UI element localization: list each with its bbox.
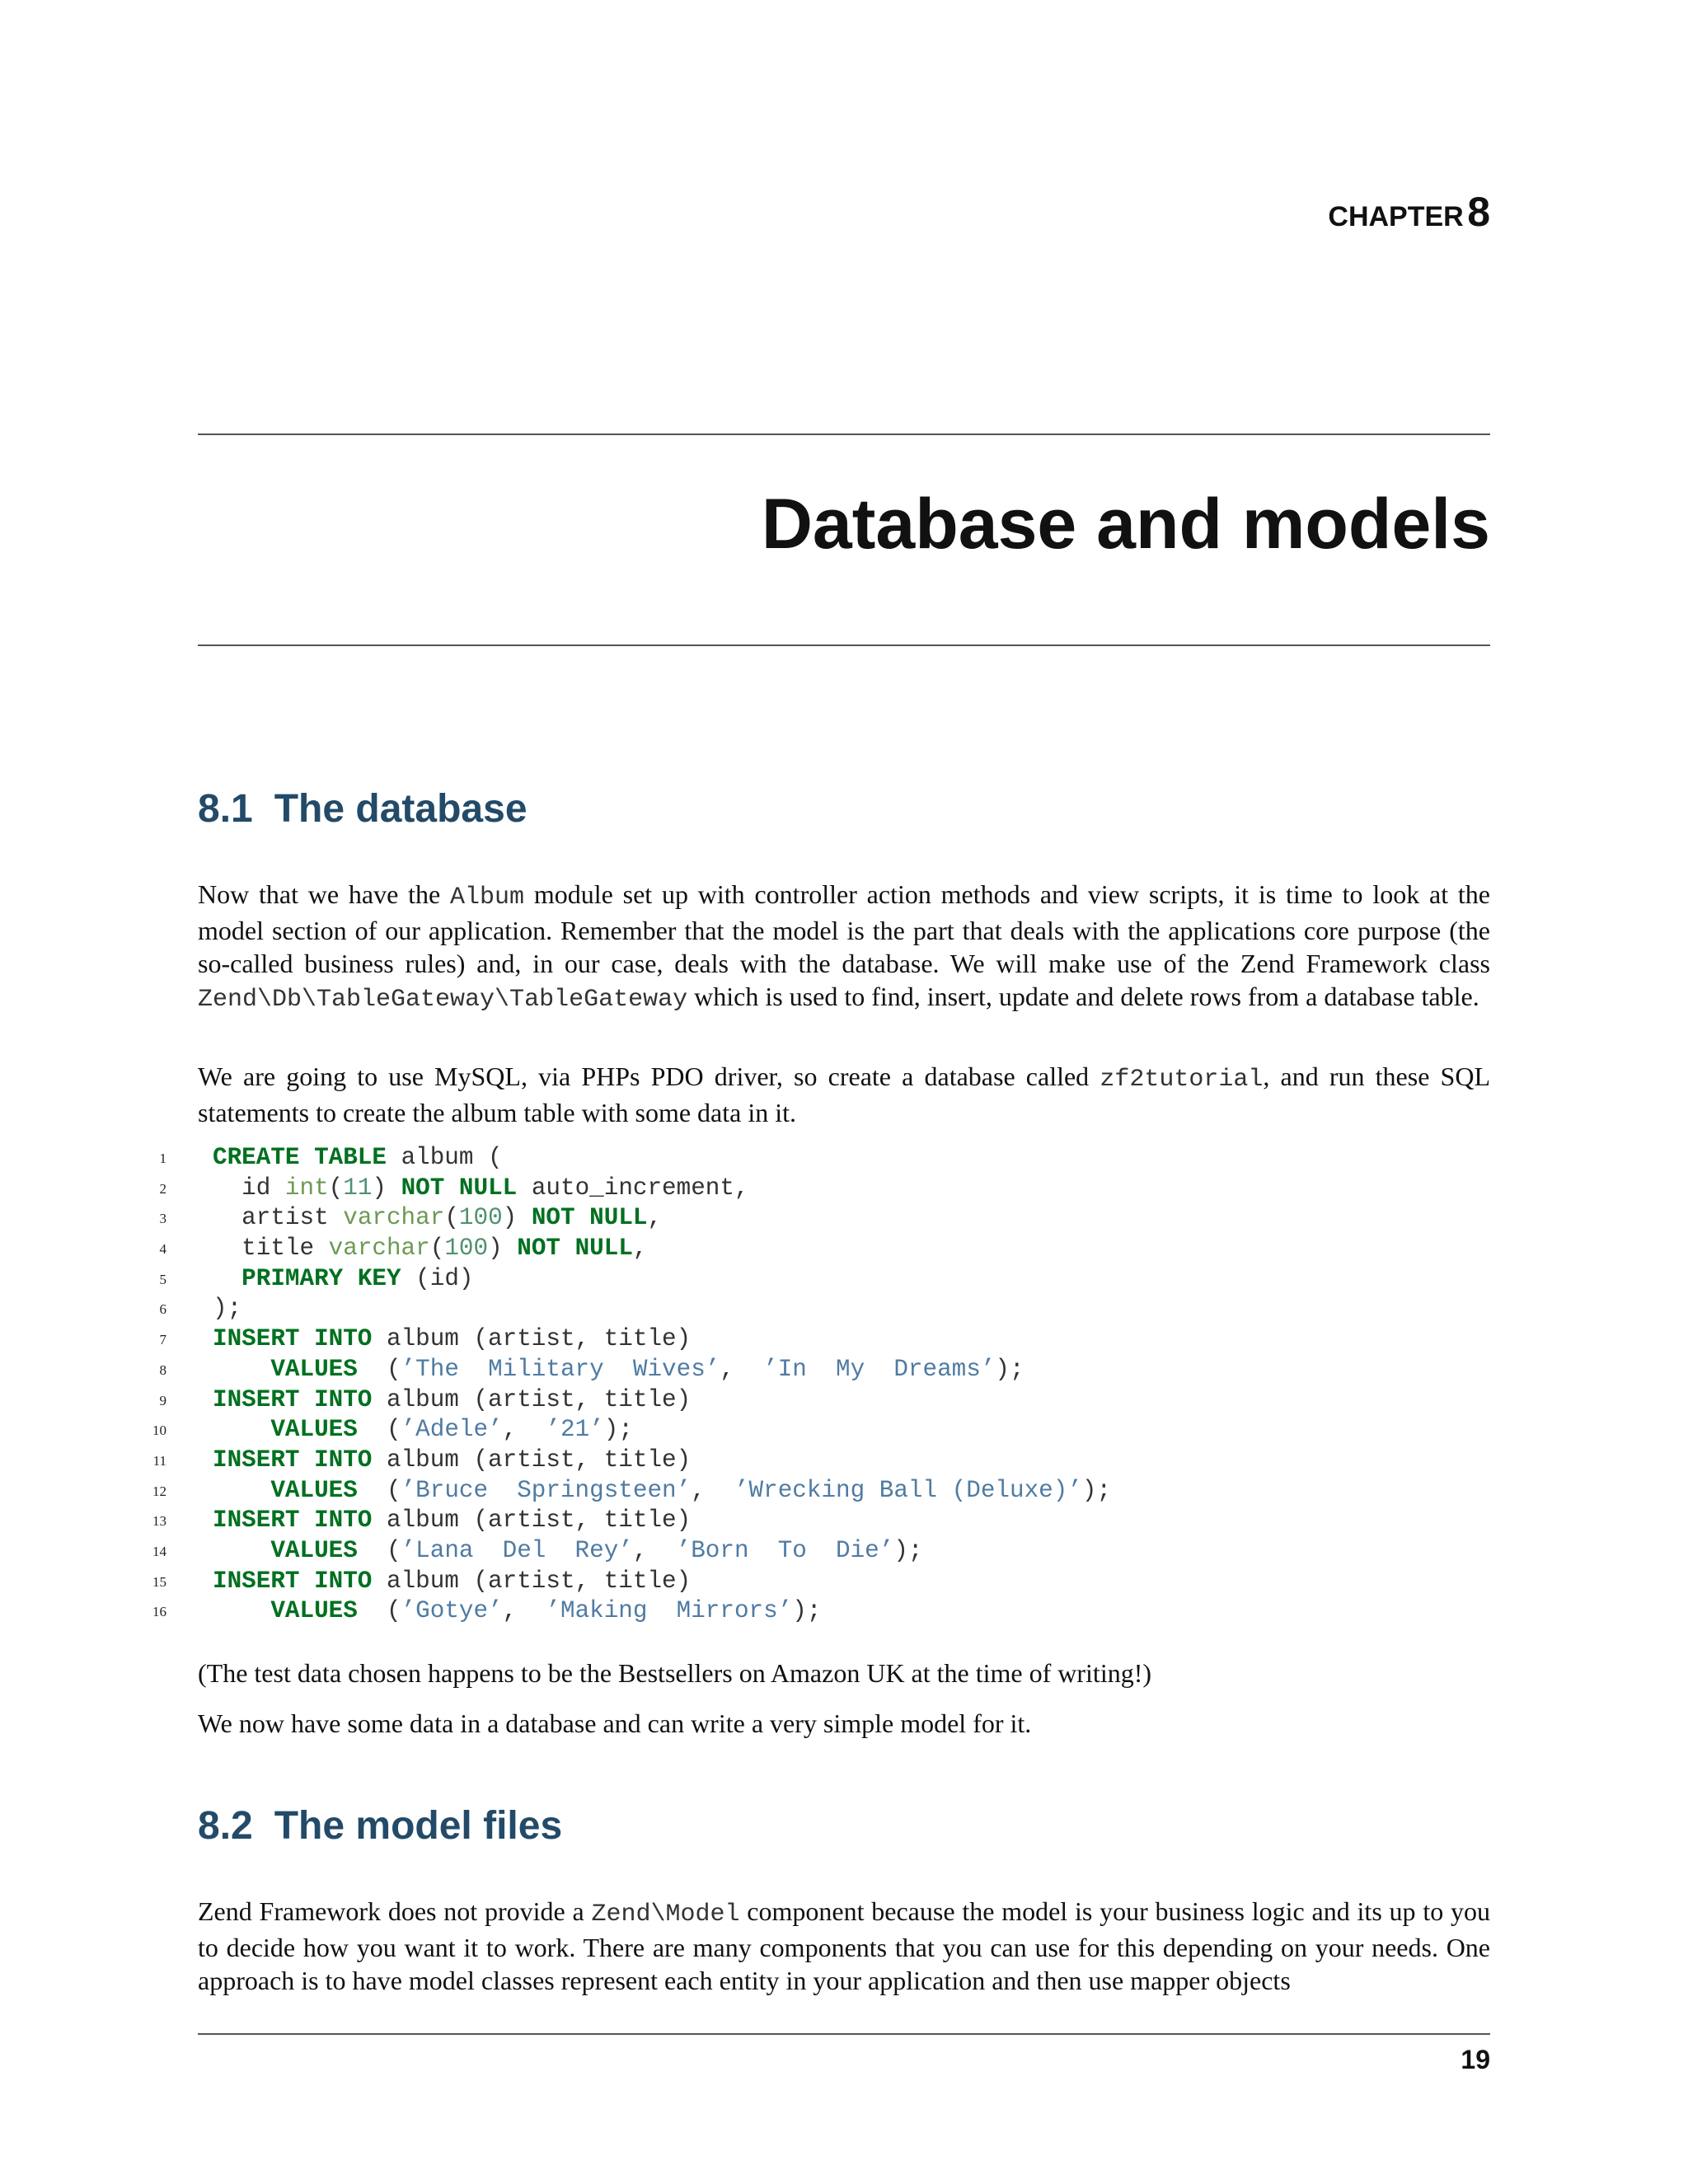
code-token: [213, 1597, 270, 1624]
code-line: [115, 1536, 1517, 1567]
code-line: [115, 1324, 1517, 1355]
code-text: [213, 1234, 648, 1264]
code-token: ): [502, 1204, 532, 1232]
code-line: [115, 1203, 1517, 1234]
line-number: 7: [159, 1332, 166, 1348]
text-run: We are going to use MySQL, via PHPs PDO driver, so create a database called: [198, 1062, 1100, 1091]
code-line: [115, 1596, 1517, 1627]
code-token: 100: [458, 1204, 503, 1232]
code-text: [213, 1536, 923, 1567]
code-token: (: [357, 1597, 401, 1625]
code-line: [115, 1174, 1517, 1204]
code-text: [213, 1385, 691, 1416]
text-run: Zend Framework does not provide a: [198, 1896, 592, 1926]
code-token: VALUES: [270, 1416, 358, 1444]
code-token: CREATE TABLE: [213, 1144, 387, 1171]
page-number: 19: [1461, 2045, 1490, 2074]
code-token: album (artist, title): [372, 1567, 692, 1595]
code-line: [115, 1264, 1517, 1295]
code-token: int: [284, 1174, 329, 1202]
code-token: auto_increment,: [517, 1174, 749, 1202]
code-token: ,: [632, 1235, 648, 1263]
code-line: [115, 1294, 1517, 1324]
code-line: [115, 1476, 1517, 1507]
line-number: 4: [159, 1241, 166, 1258]
code-token: ,: [647, 1204, 663, 1232]
line-number: 2: [159, 1180, 166, 1197]
code-token: ): [488, 1235, 518, 1263]
code-token: album (artist, title): [372, 1385, 692, 1413]
paragraph-mysql: [198, 1060, 1490, 1129]
section-heading-database: [198, 785, 528, 834]
inline-code-dbname: zf2tutorial: [1100, 1066, 1264, 1094]
code-text: [213, 1174, 749, 1204]
section-number: 8.2: [198, 1804, 253, 1848]
sql-code-block: [115, 1143, 1517, 1627]
code-token: (: [357, 1416, 401, 1444]
code-text: [213, 1415, 633, 1446]
code-token: INSERT INTO: [213, 1567, 373, 1595]
code-line: [115, 1446, 1517, 1476]
chapter-title: Database and models: [761, 485, 1490, 564]
line-number: 10: [152, 1422, 166, 1439]
code-token: );: [995, 1355, 1025, 1383]
code-text: [213, 1143, 503, 1174]
code-token: ,: [632, 1536, 677, 1564]
code-token: title: [213, 1235, 329, 1263]
code-token: INSERT INTO: [213, 1446, 373, 1474]
code-line: [115, 1143, 1517, 1174]
code-token: (: [357, 1355, 401, 1383]
code-token: ’Adele’: [401, 1416, 503, 1444]
code-token: ’Bruce Springsteen’: [401, 1476, 692, 1504]
code-token: ’Wrecking Ball (Deluxe)’: [734, 1476, 1082, 1504]
text-run: , and run these SQL statements to create the album table with some data in it.: [198, 1062, 1491, 1127]
line-number: 12: [152, 1483, 166, 1499]
text-run: Now that we have the: [198, 879, 451, 909]
code-token: NOT NULL: [401, 1174, 518, 1202]
code-token: varchar: [328, 1235, 430, 1263]
section-title: The model files: [274, 1804, 563, 1848]
code-token: varchar: [343, 1204, 445, 1232]
line-number: 15: [152, 1573, 166, 1590]
line-number: 9: [159, 1392, 166, 1408]
code-text: [213, 1476, 1111, 1507]
code-text: [213, 1596, 821, 1627]
code-token: NOT NULL: [517, 1235, 633, 1263]
line-number: 5: [159, 1271, 166, 1287]
code-text: [213, 1567, 691, 1597]
code-token: ’21’: [546, 1416, 604, 1444]
section-title: The database: [274, 787, 528, 831]
code-token: ): [372, 1174, 401, 1202]
text-run: component because the model is your business logic and its up to you to decide how you want it to work. There are many components that you can use for this depending on your needs. One approach is to have model classes represent each entity in your application and then use mapper objects: [198, 1896, 1491, 1995]
code-token: ,: [720, 1355, 764, 1383]
code-token: album (artist, title): [372, 1325, 692, 1353]
code-text: [213, 1264, 473, 1295]
title-top-rule: [198, 434, 1490, 435]
line-number: 14: [152, 1543, 166, 1559]
chapter-number: 8: [1467, 189, 1490, 235]
code-token: (: [357, 1476, 401, 1504]
text-run: which is used to find, insert, update and delete rows from a database table.: [687, 982, 1479, 1011]
code-token: id: [213, 1174, 285, 1202]
footer-rule: [198, 2033, 1490, 2035]
code-token: VALUES: [270, 1597, 358, 1625]
code-token: VALUES: [270, 1476, 358, 1504]
code-token: INSERT INTO: [213, 1507, 373, 1535]
line-number: 3: [159, 1211, 166, 1227]
code-token: [213, 1477, 270, 1504]
code-token: );: [1081, 1476, 1112, 1504]
line-number: 1: [159, 1151, 166, 1166]
code-token: [213, 1265, 241, 1292]
code-token: );: [792, 1597, 822, 1625]
line-number: 8: [159, 1361, 166, 1378]
code-token: VALUES: [270, 1536, 358, 1564]
code-token: ’Making Mirrors’: [546, 1597, 793, 1625]
code-line: [115, 1385, 1517, 1416]
inline-code-tablegateway: Zend\Db\TableGateway\TableGateway: [198, 986, 688, 1014]
code-text: [213, 1324, 691, 1355]
code-line: [115, 1567, 1517, 1597]
code-line: [115, 1415, 1517, 1446]
code-token: ,: [502, 1416, 546, 1444]
code-token: );: [603, 1416, 633, 1444]
line-number: 13: [152, 1513, 166, 1530]
code-token: );: [213, 1295, 242, 1323]
code-token: (: [357, 1536, 401, 1564]
code-token: ’Born To Die’: [676, 1536, 894, 1564]
code-text: [213, 1203, 662, 1234]
chapter-word: CHAPTER: [1328, 201, 1464, 232]
code-token: [213, 1416, 270, 1443]
code-token: INSERT INTO: [213, 1385, 373, 1413]
code-line: [115, 1506, 1517, 1536]
code-token: VALUES: [270, 1355, 358, 1383]
code-text: [213, 1506, 691, 1536]
code-token: album (artist, title): [372, 1507, 692, 1535]
code-token: ’The Military Wives’: [401, 1355, 720, 1383]
code-text: [213, 1294, 241, 1324]
text-run: module set up with controller action methods and view scripts, it is time to look at the model section of our application. Remember that the model is the part that deals with the applications core purpose (the so-called business rules) and, in our case, deals with the database. We will make use of the Zend Framework class: [198, 879, 1491, 978]
code-token: ,: [502, 1597, 546, 1625]
line-number: 16: [152, 1604, 166, 1620]
code-token: [213, 1356, 270, 1383]
title-bottom-rule: [198, 644, 1490, 646]
code-token: (: [328, 1174, 344, 1202]
code-token: PRIMARY KEY: [241, 1264, 401, 1292]
code-token: ,: [691, 1476, 734, 1504]
code-token: (: [429, 1235, 445, 1263]
code-text: [213, 1355, 1025, 1385]
code-token: INSERT INTO: [213, 1325, 373, 1353]
code-token: ’Lana Del Rey’: [401, 1536, 633, 1564]
code-token: (: [444, 1204, 459, 1232]
code-token: 100: [444, 1235, 489, 1263]
chapter-label: [1328, 188, 1490, 236]
inline-code-zend-model: Zend\Model: [591, 1900, 740, 1929]
code-token: [213, 1537, 270, 1564]
code-line: [115, 1234, 1517, 1264]
code-token: 11: [343, 1174, 373, 1202]
code-token: ’In My Dreams’: [763, 1355, 996, 1383]
paragraph-simple-model: We now have some data in a database and can write a very simple model for it.: [198, 1708, 1032, 1738]
section-heading-model-files: [198, 1802, 562, 1851]
code-token: );: [893, 1536, 923, 1564]
section-number: 8.1: [198, 787, 253, 831]
code-token: artist: [213, 1204, 344, 1232]
paragraph-model-intro: [198, 1895, 1490, 1997]
inline-code-album: Album: [450, 883, 525, 912]
line-number: 11: [152, 1452, 166, 1469]
code-text: [213, 1446, 691, 1476]
code-line: [115, 1355, 1517, 1385]
paragraph-test-data: (The test data chosen happens to be the Bestsellers on Amazon UK at the time of writing!): [198, 1658, 1152, 1688]
code-token: (id): [401, 1264, 474, 1292]
code-token: album (: [386, 1144, 503, 1171]
code-token: album (artist, title): [372, 1446, 692, 1474]
code-token: ’Gotye’: [401, 1597, 503, 1625]
paragraph-intro: [198, 878, 1490, 1016]
code-token: NOT NULL: [531, 1204, 648, 1232]
line-number: 6: [159, 1301, 166, 1318]
